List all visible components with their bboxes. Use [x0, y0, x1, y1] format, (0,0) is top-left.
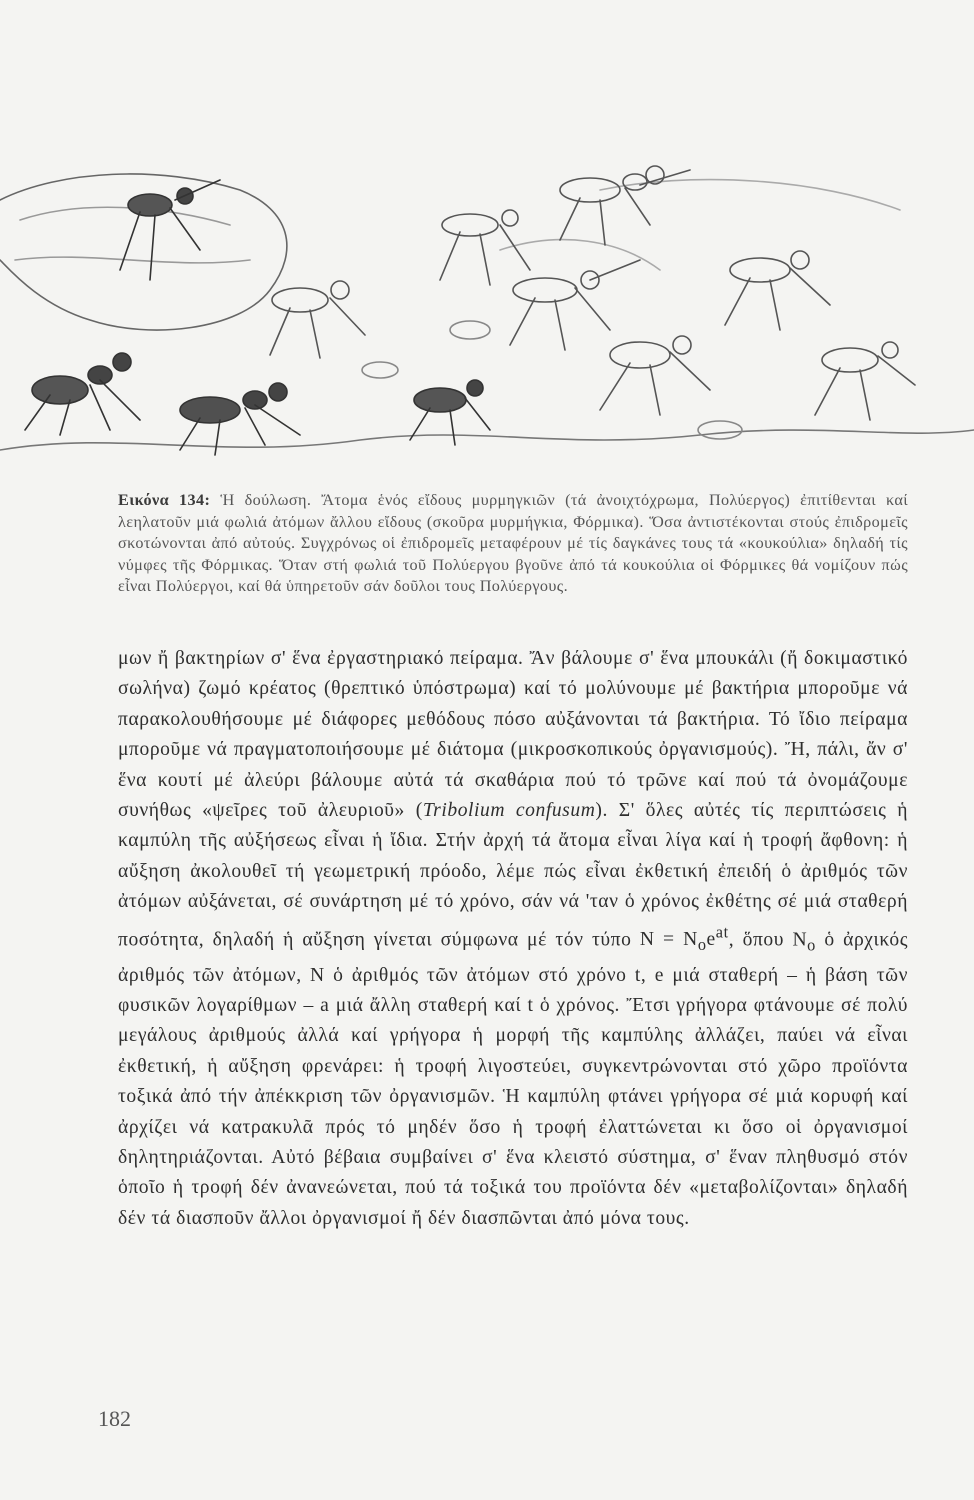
body-part3: , ὅπου	[728, 929, 793, 951]
body-part1: μων ἤ βακτηρίων σ' ἕνα ἐργαστηριακό πείραμα. Ἄν βάλουμε σ' ἕνα μπουκάλι (ἤ δοκιμαστικό σωλήνα) ζωμό κρέατος (θρεπτικό ὑπόστρωμα) καί τό μολύνουμε μέ βακτήρια μποροῦμε νά παρακολουθήσουμε μέ διάφορες μεθόδους πόσο αὐξάνονται τά βακτήρια. Τό ἴδιο πείραμα μποροῦμε νά πραγματοποιήσουμε μέ διάτομα (μικροσκοπικούς ὀργανισμούς). Ἤ, πάλι, ἄν σ' ἕνα κουτί μέ ἀλεύρι βάλουμε αὐτά τά σκαθάρια πού τό τρῶνε καί πού τά ὀνομάζουμε συνήθως «ψεῖρες τοῦ ἀλευριοῦ» (	[118, 648, 908, 822]
ant-drawing	[0, 130, 974, 475]
body-part2: ). Σ' ὅλες αὐτές τίς περιπτώσεις ἡ καμπύλη τῆς αὐξήσεως εἶναι ἡ ἴδια. Στήν ἀρχή τά ἄτομα εἶναι λίγα καί ἡ τροφή ἄφθονη: ἡ αὔξηση ἀκολουθεῖ τή γεωμετρική πρόοδο, λέμε πώς εἶναι ἐκθετική ἐπειδή ὁ ἀριθμός τῶν ἀτόμων αὐξάνεται, σέ συνάρτηση μέ τό χρόνο, σάν νά 'ταν ὁ χρόνος ἐκθέτης σέ μιά σταθερή ποσότητα, δηλαδή ἡ αὔξηση γίνεται σύμφωνα μέ τόν τύπο	[118, 800, 908, 951]
figure-caption	[118, 490, 908, 598]
formula-e: e	[706, 929, 716, 951]
formula-sub: o	[697, 935, 707, 955]
ant-raid-illustration	[0, 130, 974, 475]
formula-main: N = N	[639, 929, 698, 951]
body-paragraph	[118, 644, 908, 1234]
figure-label: Εικόνα 134:	[118, 491, 211, 509]
formula-sup: at	[715, 922, 729, 942]
n0-sub: o	[807, 935, 816, 955]
n0-main: N	[792, 929, 808, 951]
body-part4: ὁ ἀρχικός ἀριθμός τῶν ἀτόμων, N ὁ ἀριθμός τῶν ἀτόμων στό χρόνο t, e μιά σταθερή – ἡ βάση τῶν φυσικῶν λογαρίθμων – a μιά ἄλλη σταθερή καί t ὁ χρόνος. Ἔτσι γρήγορα φτάνουμε σέ πολύ μεγάλους ἀριθμούς ἀλλά καί γρήγορα ἡ μορφή τῆς καμπύλης ἀλλάζει, παύει νά εἶναι ἐκθετική, ἡ αὔξηση φρενάρει: ἡ τροφή λιγοστεύει, συγκεντρώνονται στό χῶρο προϊόντα τοξικά ἀπό τήν ἀπέκκριση τῶν ὀργανισμῶν. Ἡ καμπύλη φτάνει γρήγορα σέ μιά κορυφή καί ἀρχίζει νά κατρακυλᾶ πρός τό μηδέν ὅσο ἡ τροφή ἐλαττώνεται κι ὅσο οἱ ὀργανισμοί δηλητηριάζονται. Αὐτό βέβαια συμβαίνει σ' ἕνα κλειστό σύστημα, σ' ἕναν πληθυσμό στόν ὁποῖο ἡ τροφή δέν ἀνανεώνεται, πού τά τοξικά του προϊόντα δέν «μεταβολίζονται» δηλαδή δέν τά διασποῦν ἄλλοι ὀργανισμοί ἤ δέν διασπῶνται ἀπό μόνα τους.	[118, 929, 909, 1229]
species-name: Tribolium confusum	[422, 800, 596, 822]
growth-formula	[639, 922, 729, 955]
page-number: 182	[98, 1406, 131, 1431]
figure-caption-text: Ἡ δούλωση. Ἄτομα ἑνός εἴδους μυρμηγκιῶν (τά ἀνοιχτόχρωμα, Πολύεργος) ἐπιτίθενται καί λεηλατοῦν μιά φωλιά ἀτόμων ἄλλου εἴδους (σκοῦρα μυρμήγκια, Φόρμικα). Ὅσα ἀντιστέκονται στούς ἐπιδρομεῖς σκοτώνονται ἀπό αὐτούς. Συγχρόνως οἱ ἐπιδρομεῖς μεταφέρουν μέ τίς δαγκάνες τους τά «κουκούλια» δηλαδή τίς νύμφες τῆς Φόρμικας. Ὅταν στή φωλιά τοῦ Πολύεργου βγοῦνε ἀπό τά κουκούλια οἱ Φόρμικες θά νομίζουν πώς εἶναι Πολύεργοι, καί θά ὑπηρετοῦν σάν δοῦλοι τους Πολύεργους.	[118, 491, 908, 596]
body-text	[118, 644, 908, 1234]
